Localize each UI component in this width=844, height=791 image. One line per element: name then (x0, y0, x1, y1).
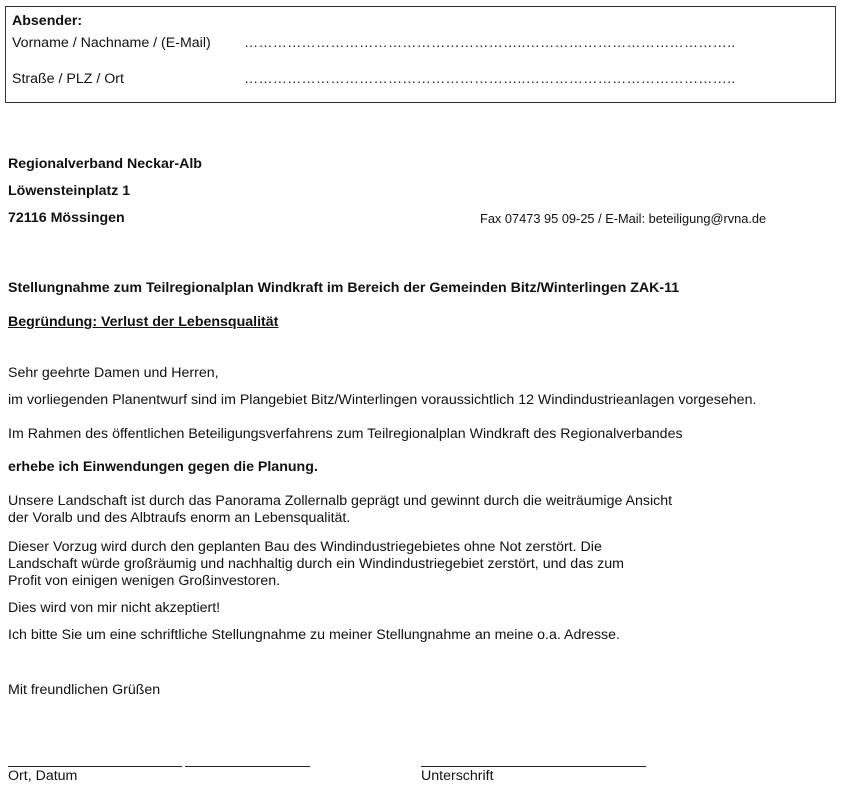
closing: Mit freundlichen Grüßen (8, 682, 161, 698)
signature-line (421, 766, 646, 767)
sender-address-label: Straße / PLZ / Ort (12, 71, 124, 87)
sender-name-field[interactable]: …………………………………………………..…………………………………….. (244, 35, 736, 51)
paragraph-5: Dieser Vorzug wird durch den geplanten Bau des Windindustriegebietes ohne Not zerstört. Die Landschaft würde großräumig und nachhaltig durch ein Windindustriegebiet zerstört, und das zum Profit von einigen wenigen Großinvestoren. (8, 539, 624, 589)
place-date-line-2 (185, 766, 310, 767)
recipient-org: Regionalverband Neckar-Alb (8, 156, 202, 172)
sender-heading: Absender: (12, 13, 83, 29)
sender-box (5, 6, 836, 103)
place-date-line-1 (8, 766, 182, 767)
paragraph-4: Unsere Landschaft ist durch das Panorama Zollernalb geprägt und gewinnt durch die weiträumige Ansicht der Voralb und des Albtraufs enorm an Lebensqualität. (8, 493, 673, 526)
paragraph-3: erhebe ich Einwendungen gegen die Planung. (8, 459, 318, 475)
recipient-city: 72116 Mössingen (8, 210, 125, 226)
paragraph-1: im vorliegenden Planentwurf sind im Plangebiet Bitz/Winterlingen voraussichtlich 12 Windindustrieanlagen vorgesehen. (8, 392, 757, 408)
sender-address-field[interactable]: …………………………………………………..…………………………………….. (244, 71, 736, 87)
recipient-contact: Fax 07473 95 09-25 / E-Mail: beteiligung@rvna.de (480, 211, 767, 226)
salutation: Sehr geehrte Damen und Herren, (8, 365, 219, 381)
subject-line: Stellungnahme zum Teilregionalplan Windkraft im Bereich der Gemeinden Bitz/Winterlingen ZAK-11 (8, 280, 680, 296)
reason-heading: Begründung: Verlust der Lebensqualität (8, 314, 279, 330)
paragraph-2: Im Rahmen des öffentlichen Beteiligungsverfahrens zum Teilregionalplan Windkraft des Regionalverbandes (8, 426, 683, 442)
signature-label: Unterschrift (421, 768, 494, 784)
recipient-street: Löwensteinplatz 1 (8, 183, 131, 199)
paragraph-6: Dies wird von mir nicht akzeptiert! (8, 600, 221, 616)
place-date-label: Ort, Datum (8, 768, 78, 784)
sender-name-label: Vorname / Nachname / (E-Mail) (12, 35, 211, 51)
paragraph-7: Ich bitte Sie um eine schriftliche Stellungnahme zu meiner Stellungnahme an meine o.a. Adresse. (8, 627, 620, 643)
